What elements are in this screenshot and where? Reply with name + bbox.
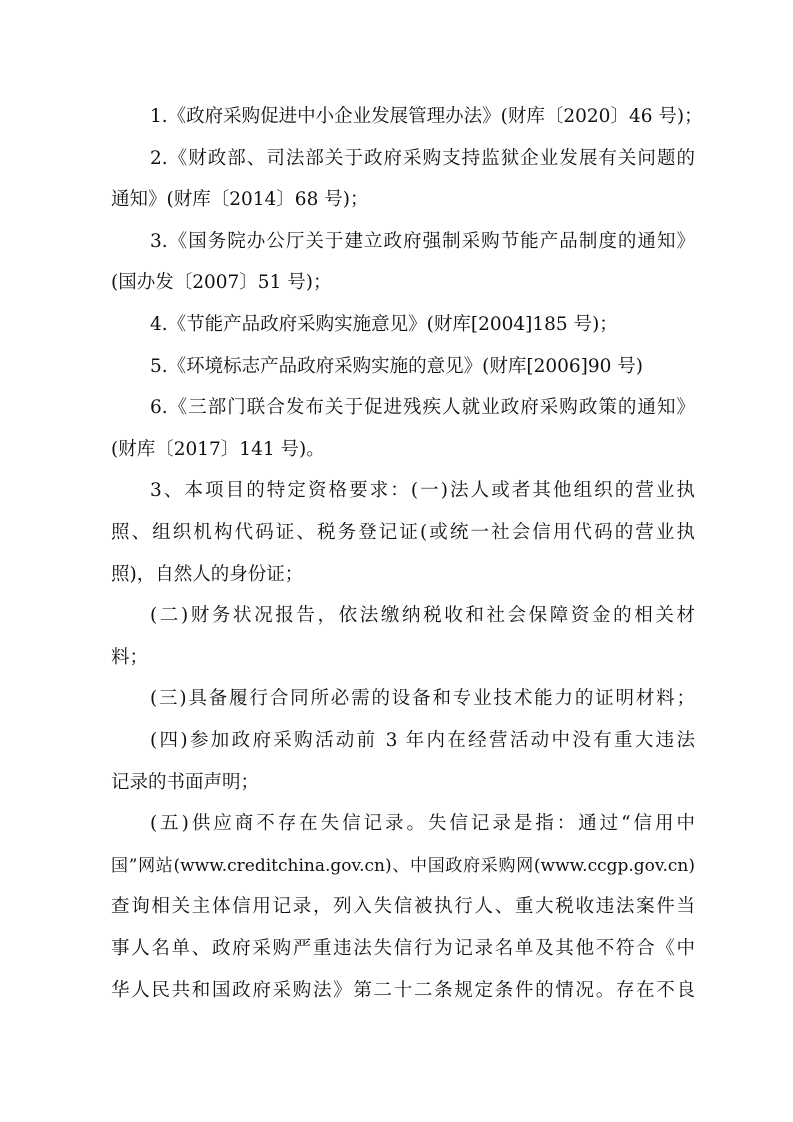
line-20: 查询相关主体信用记录，列入失信被执行人、重大税收违法案件当 bbox=[111, 896, 695, 917]
line-11: 照、组织机构代码证、税务登记证(或统一社会信用代码的营业执 bbox=[111, 522, 695, 543]
line-10: 3、本项目的特定资格要求：(一)法人或者其他组织的营业执 bbox=[150, 480, 695, 501]
line-22: 华人民共和国政府采购法》第二十二条规定条件的情况。存在不良 bbox=[111, 980, 695, 1001]
line-2: 2.《财政部、司法部关于政府采购支持监狱企业发展有关问题的 bbox=[150, 148, 695, 169]
line-8: 6.《三部门联合发布关于促进残疾人就业政府采购政策的通知》 bbox=[150, 397, 695, 418]
line-18: (五)供应商不存在失信记录。失信记录是指：通过“信用中 bbox=[150, 813, 695, 834]
line-21: 事人名单、政府采购严重违法失信行为记录名单及其他不符合《中 bbox=[111, 938, 695, 959]
line-15: (三)具备履行合同所必需的设备和专业技术能力的证明材料； bbox=[150, 688, 695, 709]
line-16: (四)参加政府采购活动前 3 年内在经营活动中没有重大违法 bbox=[150, 730, 695, 751]
line-6: 4.《节能产品政府采购实施意见》(财库[2004]185 号)； bbox=[150, 314, 618, 335]
line-5: (国办发〔2007〕51 号)； bbox=[111, 272, 332, 293]
line-9: (财库〔2017〕141 号)。 bbox=[111, 439, 325, 460]
line-19: 国”网站(www.creditchina.gov.cn)、中国政府采购网(www.ccgp.gov.cn) bbox=[111, 856, 695, 876]
line-13: (二)财务状况报告，依法缴纳税收和社会保障资金的相关材 bbox=[150, 605, 695, 626]
line-14: 料； bbox=[111, 647, 149, 668]
line-7: 5.《环境标志产品政府采购实施的意见》(财库[2006]90 号) bbox=[150, 356, 644, 377]
line-4: 3.《国务院办公厅关于建立政府强制采购节能产品制度的通知》 bbox=[150, 231, 695, 252]
line-1: 1.《政府采购促进中小企业发展管理办法》(财库〔2020〕46 号)； bbox=[150, 106, 703, 127]
line-17: 记录的书面声明； bbox=[111, 772, 260, 793]
line-3: 通知》(财库〔2014〕68 号)； bbox=[111, 189, 369, 210]
line-12: 照)，自然人的身份证； bbox=[111, 564, 304, 585]
